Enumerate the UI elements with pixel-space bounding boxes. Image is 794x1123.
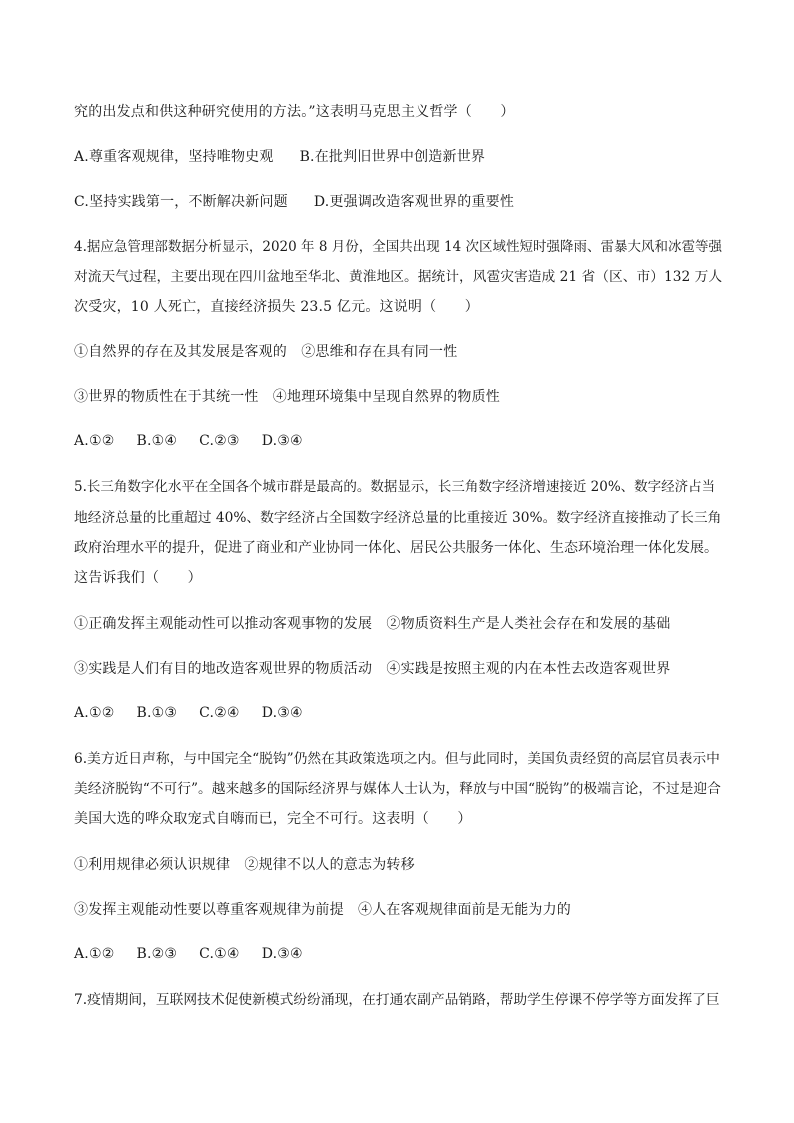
q3-option-b: B.在批判旧世界中创造新世界 bbox=[299, 149, 486, 165]
q3-option-d: D.更强调改造客观世界的重要性 bbox=[313, 194, 515, 210]
q6-items-1-2: ①利用规律必须认识规律 ②规律不以人的意志为转移 bbox=[74, 857, 415, 873]
q3-stem-tail: 究的出发点和供这种研究使用的方法。”这表明马克思主义哲学（ ） bbox=[74, 104, 515, 120]
q6-option-a: A.①② bbox=[74, 946, 115, 962]
q4-option-c: C.②③ bbox=[199, 433, 240, 449]
q6-option-b: B.②③ bbox=[136, 946, 178, 962]
q5-options bbox=[74, 703, 724, 723]
q6-option-c: C.①④ bbox=[199, 946, 240, 962]
q4-items-3-4: ③世界的物质性在于其统一性 ④地理环境集中呈现自然界的物质性 bbox=[74, 389, 500, 405]
q5-items-1-2: ①正确发挥主观能动性可以推动客观事物的发展 ②物质资料生产是人类社会存在和发展的基础 bbox=[74, 616, 671, 632]
q5-option-a: A.①② bbox=[74, 705, 115, 721]
q6-items-3-4: ③发挥主观能动性要以尊重客观规律为前提 ④人在客观规律面前是无能为力的 bbox=[74, 902, 571, 918]
q4-options bbox=[74, 431, 724, 451]
q4-option-b: B.①④ bbox=[136, 433, 178, 449]
q4-stem-line-1: 4.据应急管理部数据分析显示，2020 年 8 月份，全国共出现 14 次区域性短时强降雨、雷暴大风和冰雹等强 bbox=[74, 239, 722, 255]
q4-items-1-2: ①自然界的存在及其发展是客观的 ②思维和存在具有同一性 bbox=[74, 344, 458, 360]
q5-stem-line-3: 政府治理水平的提升，促进了商业和产业协同一体化、居民公共服务一体化、生态环境治理一体化发展。 bbox=[74, 540, 718, 556]
q3-options-ab bbox=[74, 147, 724, 167]
q4-option-d: D.③④ bbox=[261, 433, 303, 449]
q4-option-a: A.①② bbox=[74, 433, 115, 449]
q5-items-3-4: ③实践是人们有目的地改造客观世界的物质活动 ④实践是按照主观的内在本性去改造客观世界 bbox=[74, 661, 671, 677]
q6-option-d: D.③④ bbox=[261, 946, 303, 962]
q5-stem-line-1: 5.长三角数字化水平在全国各个城市群是最高的。数据显示，长三角数字经济增速接近 20%、数字经济占当 bbox=[74, 479, 716, 495]
q5-stem-line-4: 这告诉我们（ ） bbox=[74, 570, 202, 586]
q3-option-a: A.尊重客观规律，坚持唯物史观 bbox=[74, 149, 274, 165]
q4-stem-line-3: 次受灾，10 人死亡，直接经济损失 23.5 亿元。这说明（ ） bbox=[74, 299, 479, 315]
q7-stem-line-1: 7.疫情期间，互联网技术促使新模式纷纷涌现，在打通农副产品销路，帮助学生停课不停学等方面发挥了巨 bbox=[74, 992, 720, 1008]
q6-stem-line-3: 美国大选的哗众取宠式自嗨而已，完全不可行。这表明（ ） bbox=[74, 811, 472, 827]
q3-option-c: C.坚持实践第一，不断解决新问题 bbox=[74, 194, 288, 210]
q6-stem-line-2: 美经济脱钩“不可行”。越来越多的国际经济界与媒体人士认为，释放与中国“脱钩”的极端言论，不过是迎合 bbox=[74, 781, 721, 797]
q5-stem-line-2: 地经济总量的比重超过 40%、数字经济占全国数字经济总量的比重接近 30%。数字经济直接推动了长三角 bbox=[74, 510, 722, 526]
q4-stem-line-2: 对流天气过程，主要出现在四川盆地至华北、黄淮地区。据统计，风雹灾害造成 21 省（区、市）132 万人 bbox=[74, 269, 723, 285]
q6-options bbox=[74, 944, 724, 964]
q5-option-c: C.②④ bbox=[199, 705, 240, 721]
q5-option-b: B.①③ bbox=[136, 705, 178, 721]
q6-stem-line-1: 6.美方近日声称，与中国完全“脱钩”仍然在其政策选项之内。但与此同时，美国负责经贸的高层官员表示中 bbox=[74, 751, 720, 767]
q5-option-d: D.③④ bbox=[261, 705, 303, 721]
q3-options-cd bbox=[74, 192, 724, 212]
